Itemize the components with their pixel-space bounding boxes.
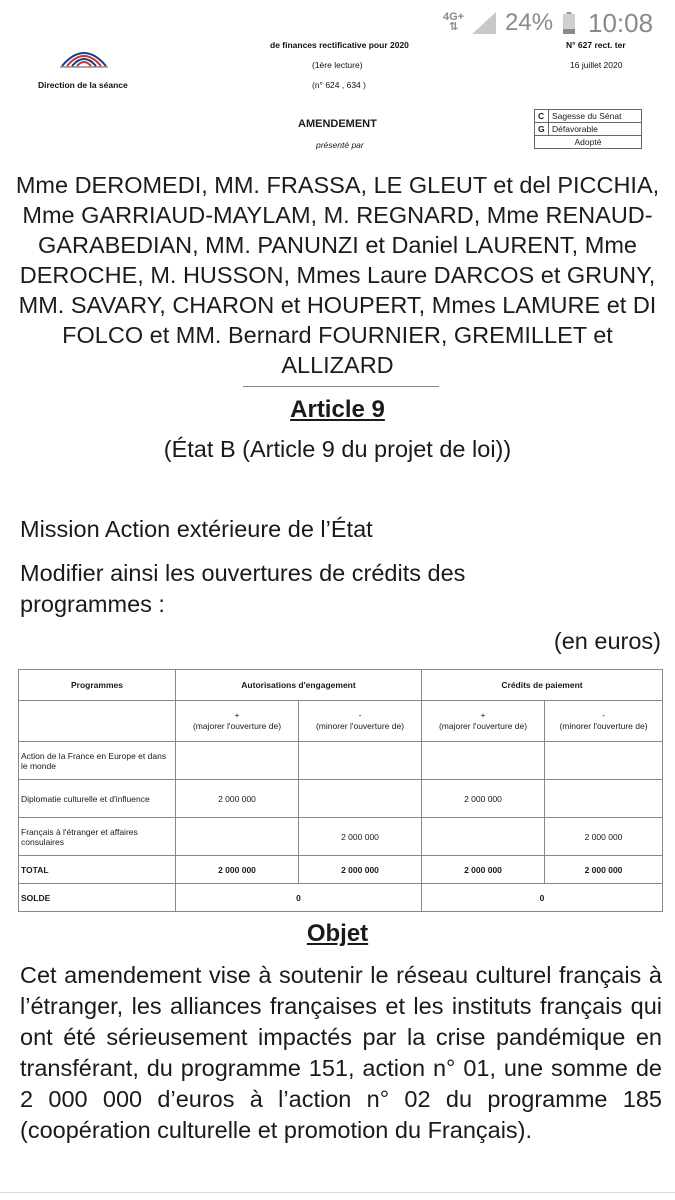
objet-text: Cet amendement vise à soutenir le réseau culturel français à l’étranger, les alliances françaises et les instituts français qui ont été sérieusement impactés par la crise pandémique en transférant, du programme 151, action n° 01, une somme de 2 000 000 d’euros à l’action n° 02 du programme 185 (coopération culturelle et promotion du Français). — [20, 962, 662, 1143]
text-numbers: (n° 624 , 634 ) — [312, 80, 366, 90]
cell-cp-minus — [545, 742, 663, 780]
total-cp-plus: 2 000 000 — [422, 856, 545, 884]
solde-cp: 0 — [422, 884, 663, 912]
table-row — [19, 780, 663, 818]
total-ae-minus: 2 000 000 — [299, 856, 422, 884]
table-row — [19, 818, 663, 856]
total-ae-plus: 2 000 000 — [176, 856, 299, 884]
solde-row — [19, 884, 663, 912]
opinion-code: G — [535, 123, 549, 136]
objet-title: Objet — [306, 920, 369, 947]
cell-cp-minus: 2 000 000 — [545, 818, 663, 856]
header-ae: Autorisations d'engagement — [176, 670, 422, 701]
signal-icon — [472, 12, 496, 34]
header-cp: Crédits de paiement — [422, 670, 663, 701]
divider — [243, 386, 439, 387]
row-label: Français à l'étranger et affaires consulaires — [19, 818, 176, 856]
amendment-date: 16 juillet 2020 — [570, 60, 623, 70]
network-indicator — [443, 12, 464, 32]
table-row — [19, 742, 663, 780]
opinion-label: Sagesse du Sénat — [549, 110, 642, 123]
clock: 10:08 — [588, 8, 654, 38]
cell-cp-plus — [422, 818, 545, 856]
article-title: Article 9 — [290, 396, 385, 423]
amendment-number: N° 627 rect. ter — [566, 40, 626, 50]
cell-ae-plus — [176, 818, 299, 856]
solde-label: SOLDE — [19, 884, 176, 912]
article-subtitle: (État B (Article 9 du projet de loi)) — [163, 436, 512, 462]
direction-label: Direction de la séance — [38, 80, 128, 90]
subheader-plus: + (majorer l'ouverture de) — [176, 701, 299, 742]
total-cp-minus: 2 000 000 — [545, 856, 663, 884]
cell-ae-minus — [299, 742, 422, 780]
data-arrows-icon: ⇅ — [448, 21, 459, 33]
network-type: 4G+ — [443, 11, 465, 23]
bottom-divider — [0, 1192, 675, 1193]
cell-ae-minus — [299, 780, 422, 818]
subheader-minus: - (minorer l'ouverture de) — [545, 701, 663, 742]
battery-icon — [563, 12, 575, 34]
unit-label: (en euros) — [553, 628, 661, 654]
adopted-label: Adopté — [535, 136, 642, 149]
header-programmes: Programmes — [19, 670, 176, 701]
cell-ae-minus: 2 000 000 — [299, 818, 422, 856]
authors-list: Mme DEROMEDI, MM. FRASSA, LE GLEUT et del PICCHIA, Mme GARRIAUD-MAYLAM, M. REGNARD, Mme RENAUD-GARABEDIAN, MM. PANUNZI et Daniel LAURENT, Mme DEROCHE, M. HUSSON, Mmes Laure DARCOS et GRUNY, MM. SAVARY, CHARON et HOUPERT, Mmes LAMURE et DI FOLCO et MM. Bernard FOURNIER, GREMILLET et ALLIZARD — [15, 172, 660, 378]
cell-ae-plus: 2 000 000 — [176, 780, 299, 818]
row-label: Action de la France en Europe et dans le monde — [19, 742, 176, 780]
battery-percent: 24% — [505, 9, 554, 36]
cell-cp-plus — [422, 742, 545, 780]
opinion-code: C — [535, 110, 549, 123]
subheader-minus: - (minorer l'ouverture de) — [299, 701, 422, 742]
cell-cp-plus: 2 000 000 — [422, 780, 545, 818]
subheader-plus: + (majorer l'ouverture de) — [422, 701, 545, 742]
amendment-heading: AMENDEMENT — [298, 118, 377, 130]
total-label: TOTAL — [19, 856, 176, 884]
solde-ae: 0 — [176, 884, 422, 912]
row-label: Diplomatie culturelle et d'influence — [19, 780, 176, 818]
cell-ae-plus — [176, 742, 299, 780]
modify-instruction: Modifier ainsi les ouvertures de crédits des programmes : — [20, 560, 466, 617]
loi-title: de finances rectificative pour 2020 — [270, 40, 409, 50]
credits-table — [18, 669, 663, 912]
lecture-label: (1ère lecture) — [312, 60, 363, 70]
senat-logo — [58, 38, 110, 70]
presented-by: présenté par — [316, 140, 364, 150]
subheader-empty — [19, 701, 176, 742]
total-row — [19, 856, 663, 884]
cell-cp-minus — [545, 780, 663, 818]
opinion-box — [534, 109, 642, 149]
opinion-label: Défavorable — [549, 123, 642, 136]
mission-title: Mission Action extérieure de l’État — [20, 516, 373, 542]
